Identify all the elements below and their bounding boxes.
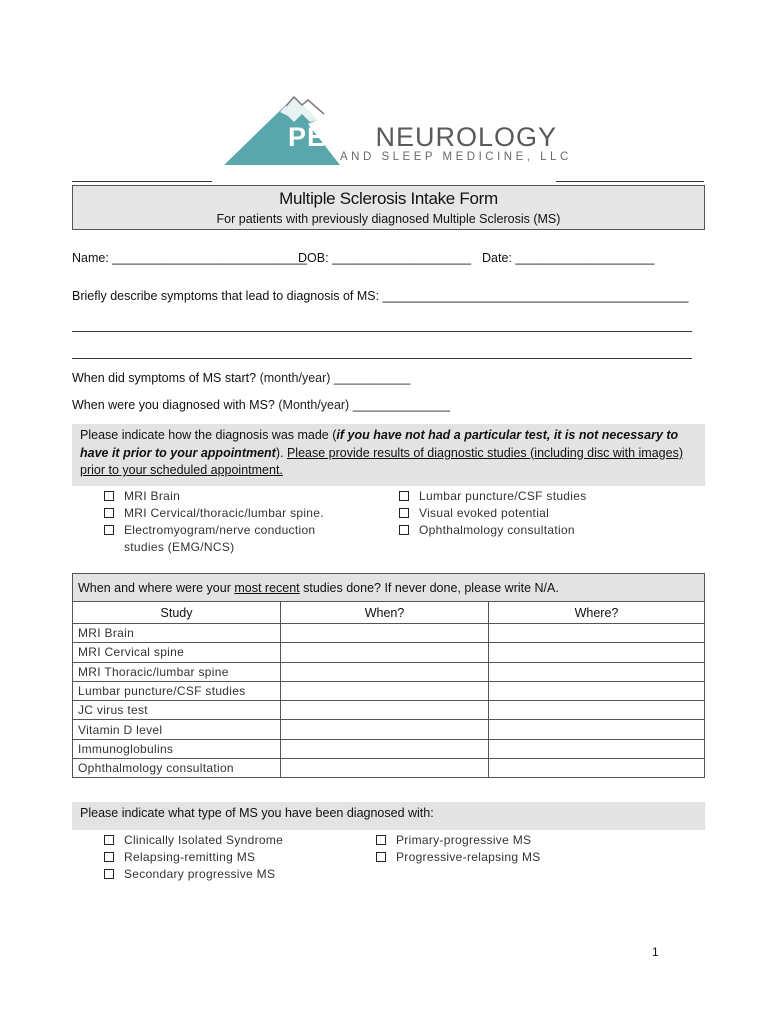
when-cell[interactable] bbox=[281, 720, 489, 739]
when-cell[interactable] bbox=[281, 662, 489, 681]
study-name: MRI Cervical spine bbox=[73, 643, 281, 662]
where-cell[interactable] bbox=[489, 701, 705, 720]
option-label: Clinically Isolated Syndrome bbox=[124, 833, 284, 847]
diagnosed-row[interactable] bbox=[72, 398, 450, 412]
diagnosis-close: ). bbox=[275, 445, 287, 460]
dob-field[interactable]: DOB: ____________________ bbox=[298, 251, 472, 265]
study-name: MRI Thoracic/lumbar spine bbox=[73, 662, 281, 681]
when-cell[interactable] bbox=[281, 624, 489, 643]
symptoms-line-3[interactable] bbox=[72, 358, 692, 359]
checkbox-icon[interactable] bbox=[104, 869, 114, 879]
title-box bbox=[72, 185, 705, 230]
option-visual-evoked[interactable] bbox=[397, 505, 657, 522]
table-row bbox=[73, 643, 705, 662]
option-label: Electromyogram/nerve conduction studies (EMG/NCS) bbox=[124, 523, 316, 554]
option-label: MRI Cervical/thoracic/lumbar spine. bbox=[124, 506, 324, 520]
option-label: Primary-progressive MS bbox=[396, 833, 532, 847]
studies-heading-a: When and where were your bbox=[78, 580, 235, 595]
checkbox-icon[interactable] bbox=[376, 852, 386, 862]
option-primary-progressive[interactable] bbox=[374, 832, 634, 849]
checkbox-icon[interactable] bbox=[399, 508, 409, 518]
option-mri-brain[interactable] bbox=[102, 488, 347, 505]
study-name: MRI Brain bbox=[73, 624, 281, 643]
form-title: Multiple Sclerosis Intake Form bbox=[279, 189, 498, 208]
option-secondary-progressive[interactable] bbox=[102, 866, 362, 883]
study-name: Ophthalmology consultation bbox=[73, 759, 281, 778]
table-row bbox=[73, 739, 705, 758]
option-cis[interactable] bbox=[102, 832, 362, 849]
when-cell[interactable] bbox=[281, 643, 489, 662]
where-cell[interactable] bbox=[489, 643, 705, 662]
checkbox-icon[interactable] bbox=[376, 835, 386, 845]
when-cell[interactable] bbox=[281, 701, 489, 720]
table-row bbox=[73, 720, 705, 739]
studies-heading bbox=[73, 574, 705, 602]
ms-type-heading: Please indicate what type of MS you have been diagnosed with: bbox=[72, 802, 705, 830]
study-name: Lumbar puncture/CSF studies bbox=[73, 681, 281, 700]
where-cell[interactable] bbox=[489, 759, 705, 778]
option-label: Secondary progressive MS bbox=[124, 867, 276, 881]
name-field[interactable]: Name: ____________________________ bbox=[72, 251, 307, 265]
symptoms-field[interactable]: Briefly describe symptoms that lead to diagnosis of MS: ____________________________________________ bbox=[72, 289, 689, 303]
diagnosis-underlined-note: Please provide results of diagnostic studies (including disc with images) prior to your scheduled appointment. bbox=[80, 445, 683, 477]
table-row bbox=[73, 681, 705, 700]
ms-type-options-right bbox=[374, 832, 634, 866]
diagnosis-options-left bbox=[102, 488, 347, 556]
when-cell[interactable] bbox=[281, 759, 489, 778]
title-rule-left bbox=[72, 181, 212, 182]
option-relapsing-remitting[interactable] bbox=[102, 849, 362, 866]
option-label: Visual evoked potential bbox=[419, 506, 550, 520]
table-row bbox=[73, 701, 705, 720]
option-label: Ophthalmology consultation bbox=[419, 523, 575, 537]
logo-tagline: AND SLEEP MEDICINE, LLC bbox=[340, 151, 572, 163]
option-progressive-relapsing[interactable] bbox=[374, 849, 634, 866]
logo-wordmark bbox=[288, 122, 557, 153]
option-label: Lumbar puncture/CSF studies bbox=[419, 489, 587, 503]
study-name: JC virus test bbox=[73, 701, 281, 720]
symptoms-line-2[interactable] bbox=[72, 331, 692, 332]
studies-heading-c: studies done? If never done, please write N/A. bbox=[299, 580, 559, 595]
checkbox-icon[interactable] bbox=[104, 525, 114, 535]
symptom-start-label: When did symptoms of MS start? bbox=[72, 371, 257, 385]
column-header-study: Study bbox=[73, 602, 281, 624]
where-cell[interactable] bbox=[489, 681, 705, 700]
checkbox-icon[interactable] bbox=[399, 525, 409, 535]
diagnosis-italic-note: if you have not had a particular test, it is not necessary to have it prior to your appointment bbox=[80, 428, 679, 460]
symptom-start-hint: (month/year) ___________ bbox=[256, 371, 411, 385]
checkbox-icon[interactable] bbox=[104, 852, 114, 862]
when-cell[interactable] bbox=[281, 681, 489, 700]
option-lumbar-puncture[interactable] bbox=[397, 488, 657, 505]
studies-column-headers bbox=[73, 602, 705, 624]
checkbox-icon[interactable] bbox=[104, 508, 114, 518]
form-subtitle: For patients with previously diagnosed Multiple Sclerosis (MS) bbox=[216, 212, 561, 226]
table-row bbox=[73, 624, 705, 643]
logo-peak: PEAK bbox=[288, 122, 368, 152]
option-label: MRI Brain bbox=[124, 489, 181, 503]
symptom-start-row[interactable] bbox=[72, 371, 410, 385]
option-ophthalmology[interactable] bbox=[397, 522, 657, 539]
studies-table bbox=[72, 573, 705, 778]
table-row bbox=[73, 662, 705, 681]
where-cell[interactable] bbox=[489, 624, 705, 643]
page-number: 1 bbox=[652, 945, 659, 959]
ms-type-options-left bbox=[102, 832, 362, 883]
logo-neurology: NEUROLOGY bbox=[367, 122, 558, 152]
checkbox-icon[interactable] bbox=[104, 491, 114, 501]
where-cell[interactable] bbox=[489, 739, 705, 758]
checkbox-icon[interactable] bbox=[399, 491, 409, 501]
option-mri-spine[interactable] bbox=[102, 505, 347, 522]
checkbox-icon[interactable] bbox=[104, 835, 114, 845]
study-name: Immunoglobulins bbox=[73, 739, 281, 758]
table-row bbox=[73, 759, 705, 778]
diagnosed-hint: (Month/year) ______________ bbox=[274, 398, 451, 412]
diagnosed-label: When were you diagnosed with MS? bbox=[72, 398, 275, 412]
column-header-when: When? bbox=[281, 602, 489, 624]
where-cell[interactable] bbox=[489, 662, 705, 681]
column-header-where: Where? bbox=[489, 602, 705, 624]
studies-heading-most-recent: most recent bbox=[234, 580, 300, 595]
studies-heading-row bbox=[73, 574, 705, 602]
diagnosis-options-right bbox=[397, 488, 657, 539]
peak-neurology-logo bbox=[222, 92, 572, 172]
option-label: Relapsing-remitting MS bbox=[124, 850, 256, 864]
where-cell[interactable] bbox=[489, 720, 705, 739]
option-label: Progressive-relapsing MS bbox=[396, 850, 541, 864]
date-field[interactable]: Date: ____________________ bbox=[482, 251, 655, 265]
study-name: Vitamin D level bbox=[73, 720, 281, 739]
title-rule-right bbox=[556, 181, 704, 182]
option-emg-ncs[interactable] bbox=[102, 522, 347, 556]
when-cell[interactable] bbox=[281, 739, 489, 758]
diagnosis-intro: Please indicate how the diagnosis was made ( bbox=[80, 428, 337, 442]
diagnosis-instructions bbox=[72, 424, 705, 486]
